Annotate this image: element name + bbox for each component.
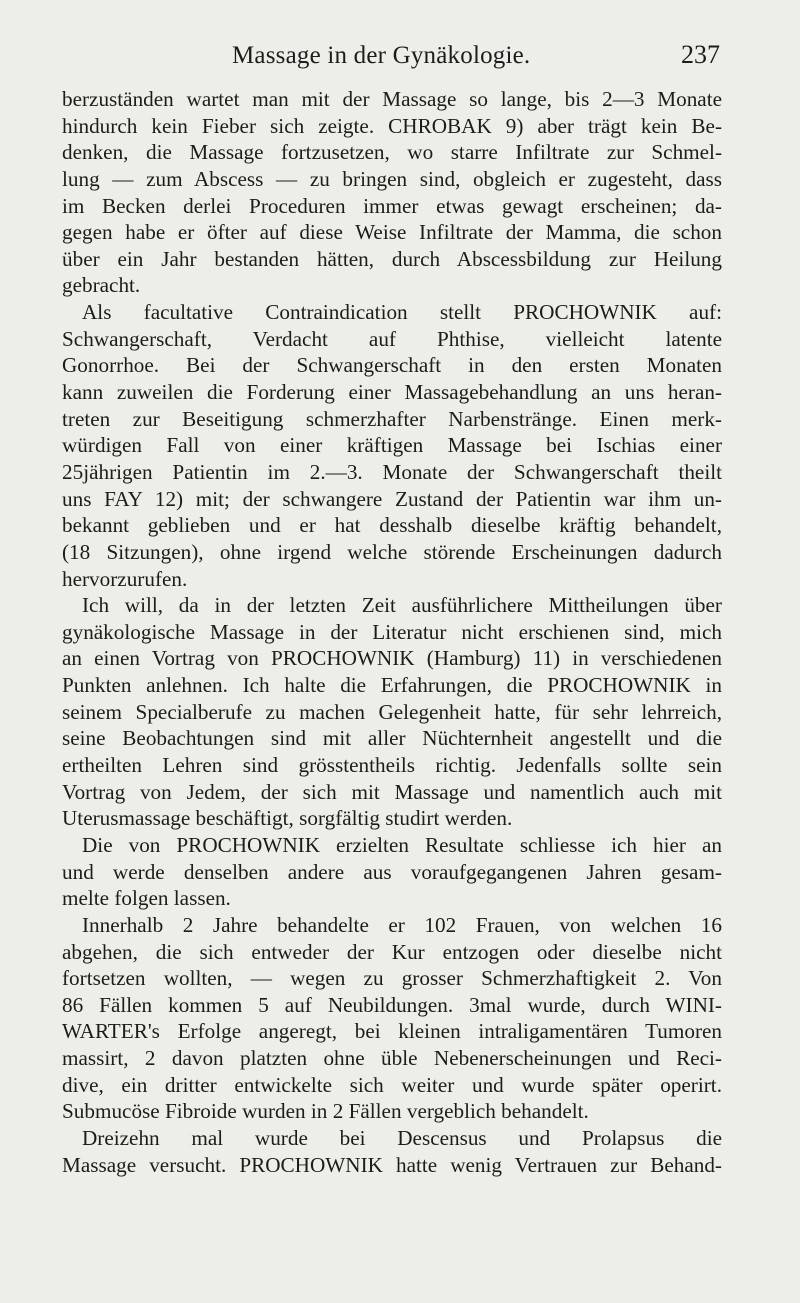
text-line: gebracht. — [62, 273, 141, 298]
text-line: gynäkologische Massage in der Literatur nicht erschienen sind, mich — [62, 619, 722, 644]
text-line: berzuständen wartet man mit der Massage so lange, bis 2—3 Monate — [62, 87, 722, 111]
text-line: Punkten anlehnen. Ich halte die Erfahrungen, die PROCHOWNIK in — [62, 673, 722, 698]
text-line: bekannt geblieben und er hat desshalb dieselbe kräftig behandelt, — [62, 513, 722, 538]
text-line: Vortrag von Jedem, der sich mit Massage und namentlich auch mit — [62, 779, 722, 804]
text-line: Ich will, da in der letzten Zeit ausführlichere Mittheilungen über — [82, 593, 722, 618]
text-line: seine Beobachtungen sind mit aller Nüchternheit angestellt und die — [62, 726, 722, 751]
running-title: Massage in der Gynäkologie. — [232, 42, 531, 69]
page-number: 237 — [681, 40, 720, 69]
text-line: uns FAY 12) mit; der schwangere Zustand der Patientin war ihm un- — [62, 486, 722, 511]
text-line: hindurch kein Fieber sich zeigte. CHROBAK 9) aber trägt kein Be- — [62, 113, 722, 138]
text-line: und werde denselben andere aus voraufgegangenen Jahren gesam- — [62, 859, 722, 884]
text-line: fortsetzen wollten, — wegen zu grosser Schmerzhaftigkeit 2. Von — [62, 966, 722, 991]
text-line: abgehen, die sich entweder der Kur entzogen oder dieselbe nicht — [62, 939, 722, 964]
running-head — [0, 42, 800, 82]
text-line: Massage versucht. PROCHOWNIK hatte wenig Vertrauen zur Behand- — [62, 1152, 722, 1177]
text-line: denken, die Massage fortzusetzen, wo starre Infiltrate zur Schmel- — [62, 140, 722, 165]
text-line: WARTER's Erfolge angeregt, bei kleinen intraligamentären Tumoren — [62, 1019, 722, 1044]
text-line: würdigen Fall von einer kräftigen Massage bei Ischias einer — [62, 433, 722, 458]
text-line: Uterusmassage beschäftigt, sorgfältig studirt werden. — [62, 806, 513, 831]
text-line: ertheilten Lehren sind grösstentheils richtig. Jedenfalls sollte sein — [62, 753, 722, 778]
text-line: massirt, 2 davon platzten ohne üble Nebenerscheinungen und Reci- — [62, 1046, 722, 1071]
body-text — [62, 86, 722, 1178]
text-line: Gonorrhoe. Bei der Schwangerschaft in den ersten Monaten — [62, 353, 722, 378]
text-line: kann zuweilen die Forderung einer Massagebehandlung an uns heran- — [62, 380, 722, 405]
text-line: Dreizehn mal wurde bei Descensus und Prolapsus die — [82, 1125, 722, 1150]
text-line: im Becken derlei Proceduren immer etwas gewagt erscheinen; da- — [62, 193, 722, 218]
text-line: melte folgen lassen. — [62, 886, 231, 911]
text-line: 86 Fällen kommen 5 auf Neubildungen. 3mal wurde, durch WINI- — [62, 992, 722, 1017]
text-line: dive, ein dritter entwickelte sich weiter und wurde später operirt. — [62, 1072, 722, 1097]
text-line: treten zur Beseitigung schmerzhafter Narbenstränge. Einen merk- — [62, 406, 722, 431]
text-line: Submucöse Fibroide wurden in 2 Fällen vergeblich behandelt. — [62, 1099, 589, 1124]
text-line: Schwangerschaft, Verdacht auf Phthise, vielleicht latente — [62, 326, 722, 351]
text-line: Die von PROCHOWNIK erzielten Resultate schliesse ich hier an — [82, 832, 722, 857]
text-line: über ein Jahr bestanden hätten, durch Abscessbildung zur Heilung — [62, 246, 722, 271]
text-line: Innerhalb 2 Jahre behandelte er 102 Frauen, von welchen 16 — [82, 912, 722, 937]
text-line: Als facultative Contraindication stellt PROCHOWNIK auf: — [82, 300, 722, 325]
text-line: lung — zum Abscess — zu bringen sind, obgleich er zugesteht, dass — [62, 166, 722, 191]
text-line: gegen habe er öfter auf diese Weise Infiltrate der Mamma, die schon — [62, 220, 722, 245]
text-line: hervorzurufen. — [62, 566, 188, 591]
text-line: seinem Specialberufe zu machen Gelegenheit hatte, für sehr lehrreich, — [62, 699, 722, 724]
text-line: (18 Sitzungen), ohne irgend welche störende Erscheinungen dadurch — [62, 539, 722, 564]
text-line: 25jährigen Patientin im 2.—3. Monate der Schwangerschaft theilt — [62, 459, 722, 484]
text-line: an einen Vortrag von PROCHOWNIK (Hamburg) 11) in verschiedenen — [62, 646, 722, 671]
